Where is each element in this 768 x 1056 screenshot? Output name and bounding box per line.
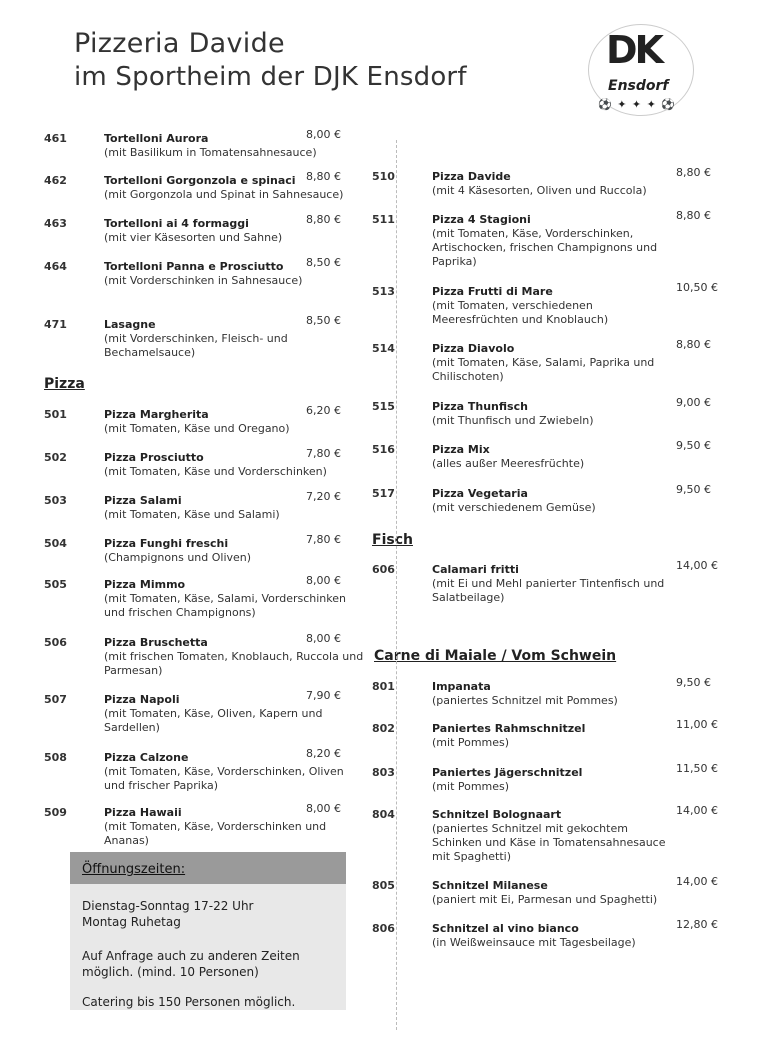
menu-item-name: Paniertes Rahmschnitzel — [432, 722, 586, 735]
menu-item-description: (mit Vorderschinken in Sahnesauce) — [104, 274, 303, 287]
left-item-number: 501 — [44, 408, 67, 421]
menu-item-name: Pizza Margherita — [104, 408, 209, 421]
menu-item-price: 7,90 € — [306, 689, 341, 702]
menu-item-description: (mit frischen Tomaten, Knoblauch, Ruccola und Parmesan) — [104, 650, 364, 677]
left-item-number: 507 — [44, 693, 67, 706]
menu-item-name: Pizza Diavolo — [432, 342, 515, 355]
menu-item-price: 8,50 € — [306, 314, 341, 327]
menu-item-price: 7,80 € — [306, 447, 341, 460]
left-item-number: 504 — [44, 537, 67, 550]
left-item-number: 461 — [44, 132, 67, 145]
opening-hours-heading: Öffnungszeiten: — [82, 862, 186, 877]
hours-line-2: Montag Ruhetag — [82, 915, 181, 929]
right-item-number: 513 — [372, 285, 395, 298]
right-item-number: 802 — [372, 722, 395, 735]
menu-item — [432, 879, 672, 907]
menu-item-description: (alles außer Meeresfrüchte) — [432, 457, 585, 470]
column-divider — [396, 140, 398, 1030]
menu-item-name: Pizza Hawaii — [104, 806, 182, 819]
menu-item — [432, 766, 672, 794]
menu-item-price: 11,50 € — [676, 762, 718, 775]
menu-item-name: Pizza Thunfisch — [432, 400, 528, 413]
hours-line-1: Dienstag-Sonntag 17-22 Uhr — [82, 899, 254, 913]
menu-item-price: 9,50 € — [676, 676, 711, 689]
menu-item-description: (mit Tomaten, Käse, Salami, Vorderschinken und frischen Champignons) — [104, 592, 346, 619]
menu-item — [432, 680, 672, 708]
left-item-number: 506 — [44, 636, 67, 649]
djk-logo — [588, 24, 694, 116]
left-item-number: 464 — [44, 260, 67, 273]
menu-item-name: Pizza Salami — [104, 494, 182, 507]
menu-item-description: (mit Tomaten, Käse, Vorderschinken und Ananas) — [104, 820, 327, 847]
menu-item-description: (mit Ei und Mehl panierter Tintenfisch und Salatbeilage) — [432, 577, 665, 604]
menu-item-name: Tortelloni Panna e Prosciutto — [104, 260, 284, 273]
page-title: Pizzeria Davide — [74, 28, 285, 59]
menu-item-price: 10,50 € — [676, 281, 718, 294]
menu-item-name: Tortelloni Aurora — [104, 132, 209, 145]
left-item-number: 471 — [44, 318, 67, 331]
menu-item-price: 12,80 € — [676, 918, 718, 931]
right-item-number: 510 — [372, 170, 395, 183]
opening-hours-box — [70, 852, 346, 1010]
hours-line-4: möglich. (mind. 10 Personen) — [82, 965, 259, 979]
left-item-number: 463 — [44, 217, 67, 230]
menu-item-description: (mit Basilikum in Tomatensahnesauce) — [104, 146, 317, 159]
menu-item-description: (mit 4 Käsesorten, Oliven und Ruccola) — [432, 184, 647, 197]
menu-item-description: (mit Gorgonzola und Spinat in Sahnesauce) — [104, 188, 344, 201]
menu-item-name: Pizza Calzone — [104, 751, 189, 764]
menu-item-description: (mit vier Käsesorten und Sahne) — [104, 231, 283, 244]
menu-item-name: Pizza 4 Stagioni — [432, 213, 531, 226]
menu-item — [432, 722, 672, 750]
menu-item-name: Pizza Mimmo — [104, 578, 186, 591]
right-item-number: 606 — [372, 563, 395, 576]
menu-item-price: 9,50 € — [676, 483, 711, 496]
menu-item-name: Schnitzel al vino bianco — [432, 922, 579, 935]
menu-item-name: Tortelloni Gorgonzola e spinaci — [104, 174, 296, 187]
left-item-number: 509 — [44, 806, 67, 819]
menu-item-description: (mit Tomaten, verschiedenen Meeresfrüchten und Knoblauch) — [432, 299, 609, 326]
menu-item-description: (mit Tomaten, Käse, Vorderschinken, Oliven und frischer Paprika) — [104, 765, 344, 792]
menu-item-price: 8,80 € — [306, 170, 341, 183]
left-item-number: 505 — [44, 578, 67, 591]
menu-item-description: (mit Tomaten, Käse und Oregano) — [104, 422, 290, 435]
menu-item-name: Pizza Frutti di Mare — [432, 285, 553, 298]
menu-item-name: Pizza Bruschetta — [104, 636, 208, 649]
menu-item-price: 8,50 € — [306, 256, 341, 269]
left-item-number: 508 — [44, 751, 67, 764]
menu-item-description: (mit Thunfisch und Zwiebeln) — [432, 414, 594, 427]
menu-item-description: (mit verschiedenem Gemüse) — [432, 501, 596, 514]
right-item-number: 516 — [372, 443, 395, 456]
menu-item-name: Pizza Prosciutto — [104, 451, 204, 464]
menu-item-name: Pizza Vegetaria — [432, 487, 528, 500]
menu-item-description: (mit Tomaten, Käse und Vorderschinken) — [104, 465, 327, 478]
menu-item-price: 8,80 € — [676, 209, 711, 222]
menu-item-price: 8,80 € — [676, 338, 711, 351]
menu-item-name: Pizza Napoli — [104, 693, 180, 706]
menu-item-name: Calamari fritti — [432, 563, 519, 576]
menu-item-name: Paniertes Jägerschnitzel — [432, 766, 583, 779]
menu-item-price: 7,80 € — [306, 533, 341, 546]
logo-letters: DK — [606, 28, 661, 72]
left-item-number: 502 — [44, 451, 67, 464]
menu-item-name: Tortelloni ai 4 formaggi — [104, 217, 249, 230]
right-item-number: 801 — [372, 680, 395, 693]
right-item-number: 805 — [372, 879, 395, 892]
menu-item-name: Lasagne — [104, 318, 156, 331]
menu-item-description: (mit Vorderschinken, Fleisch- und Bechamelsauce) — [104, 332, 288, 359]
left-item-number: 503 — [44, 494, 67, 507]
menu-item-name: Schnitzel Milanese — [432, 879, 548, 892]
menu-item — [432, 443, 672, 471]
section-pizza: Pizza — [44, 376, 85, 392]
menu-item-name: Schnitzel Bolognaart — [432, 808, 562, 821]
page-subtitle: im Sportheim der DJK Ensdorf — [74, 62, 467, 92]
hours-line-5: Catering bis 150 Personen möglich. — [82, 995, 296, 1009]
menu-item-price: 8,80 € — [676, 166, 711, 179]
menu-item-description: (paniertes Schnitzel mit gekochtem Schinken und Käse in Tomatensahnesauce mit Spaghetti) — [432, 822, 666, 863]
menu-item-price: 8,80 € — [306, 213, 341, 226]
section-fisch: Fisch — [372, 532, 413, 548]
menu-item-description: (mit Tomaten, Käse, Oliven, Kapern und Sardellen) — [104, 707, 323, 734]
menu-item-name: Pizza Funghi freschi — [104, 537, 229, 550]
menu-item-price: 8,00 € — [306, 632, 341, 645]
menu-item-price: 9,00 € — [676, 396, 711, 409]
right-item-number: 514 — [372, 342, 395, 355]
menu-item-description: (mit Tomaten, Käse, Salami, Paprika und Chilischoten) — [432, 356, 655, 383]
menu-item-name: Impanata — [432, 680, 491, 693]
section-schwein: Carne di Maiale / Vom Schwein — [374, 648, 617, 664]
menu-item-description: (mit Pommes) — [432, 780, 510, 793]
right-item-number: 804 — [372, 808, 395, 821]
menu-item-description: (Champignons und Oliven) — [104, 551, 252, 564]
menu-item-price: 11,00 € — [676, 718, 718, 731]
menu-item-price: 14,00 € — [676, 875, 718, 888]
menu-item-description: (mit Tomaten, Käse und Salami) — [104, 508, 280, 521]
menu-item-price: 6,20 € — [306, 404, 341, 417]
menu-item-price: 14,00 € — [676, 804, 718, 817]
menu-item-price: 8,00 € — [306, 128, 341, 141]
logo-town: Ensdorf — [608, 78, 669, 94]
menu-item-description: (mit Pommes) — [432, 736, 510, 749]
menu-item — [432, 400, 672, 428]
right-item-number: 511 — [372, 213, 395, 226]
left-item-number: 462 — [44, 174, 67, 187]
right-item-number: 806 — [372, 922, 395, 935]
menu-item-price: 8,20 € — [306, 747, 341, 760]
menu-item — [432, 808, 672, 864]
logo-figures-icon: ⚽ ✦ ✦ ✦ ⚽ — [598, 98, 677, 111]
right-item-number: 803 — [372, 766, 395, 779]
menu-item — [432, 285, 672, 327]
menu-item-name: Pizza Davide — [432, 170, 511, 183]
hours-line-3: Auf Anfrage auch zu anderen Zeiten — [82, 949, 300, 963]
right-item-number: 517 — [372, 487, 395, 500]
menu-item-description: (mit Tomaten, Käse, Vorderschinken, Artischocken, frischen Champignons und Paprika) — [432, 227, 658, 268]
menu-item-price: 9,50 € — [676, 439, 711, 452]
menu-item-price: 8,00 € — [306, 574, 341, 587]
menu-item-price: 8,00 € — [306, 802, 341, 815]
menu-item — [432, 563, 672, 605]
menu-item-description: (paniert mit Ei, Parmesan und Spaghetti) — [432, 893, 658, 906]
menu-item — [432, 213, 672, 269]
menu-item-description: (paniertes Schnitzel mit Pommes) — [432, 694, 618, 707]
menu-item-name: Pizza Mix — [432, 443, 490, 456]
menu-item — [432, 342, 672, 384]
menu-item-price: 7,20 € — [306, 490, 341, 503]
menu-item — [432, 487, 672, 515]
menu-item — [432, 170, 672, 198]
menu-item — [432, 922, 672, 950]
menu-item-description: (in Weißweinsauce mit Tagesbeilage) — [432, 936, 636, 949]
menu-item-price: 14,00 € — [676, 559, 718, 572]
right-item-number: 515 — [372, 400, 395, 413]
